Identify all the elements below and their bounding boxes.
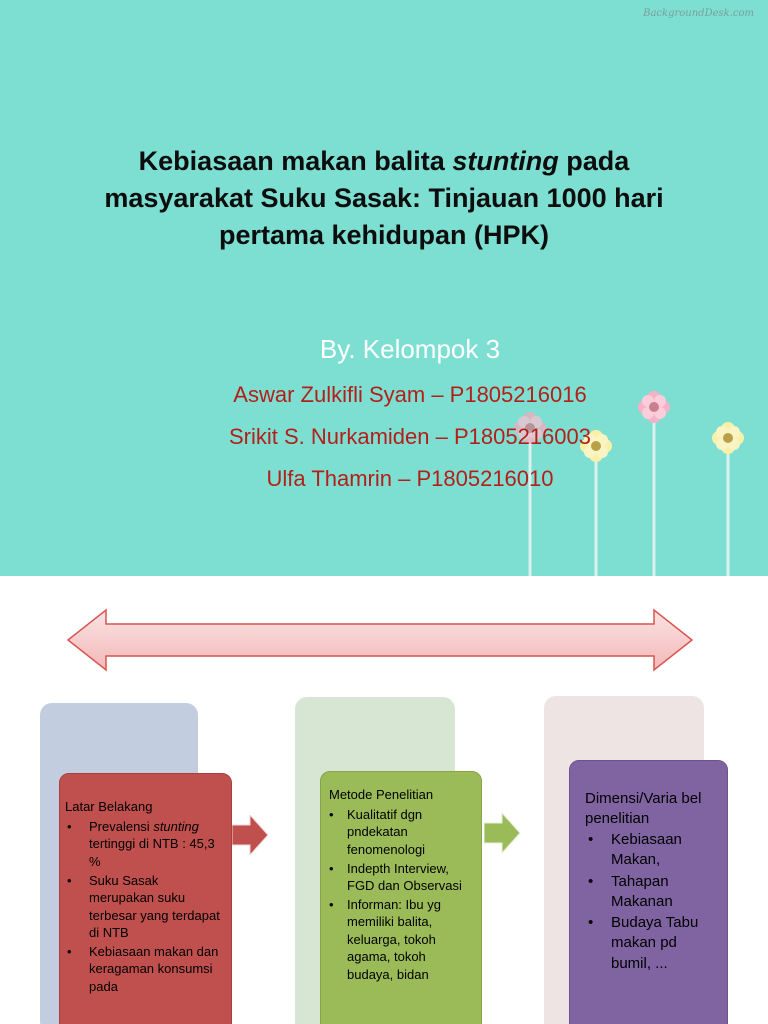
title-line1-italic: stunting <box>452 146 559 176</box>
card-heading: Metode Penelitian <box>329 787 434 802</box>
list-item: • Budaya Tabu makan pd bumil, ... <box>611 913 721 974</box>
list-item: • Kebiasaan Makan, <box>611 830 721 871</box>
bullet-text: tertinggi di NTB : 45,3 % <box>89 836 215 869</box>
bullet-list <box>585 830 721 974</box>
author-name: Aswar Zulkifli Syam – P1805216016 <box>233 382 587 407</box>
title-line1-post: pada <box>558 146 630 176</box>
card-dimensi-variabel <box>569 760 728 1024</box>
list-item: • Informan: Ibu yg memiliki balita, keluarga, tokoh agama, tokoh budaya, bidan <box>347 896 475 984</box>
list-item: • Suku Sasak merupakan suku terbesar yang terdapat di NTB <box>89 872 223 942</box>
diagram-slide <box>0 576 768 1024</box>
double-headed-arrow-icon <box>66 608 694 672</box>
watermark: BackgroundDesk.com <box>643 8 754 19</box>
title-line1-pre: Kebiasaan makan balita <box>138 146 453 176</box>
bullet-list <box>329 806 475 983</box>
list-item: • Indepth Interview, FGD dan Observasi <box>347 860 475 895</box>
byline: By. Kelompok 3 <box>319 334 501 364</box>
slide-title <box>40 143 728 254</box>
card-metode-penelitian <box>320 771 482 1024</box>
bullet-list <box>65 818 223 995</box>
title-line2: masyarakat Suku Sasak: Tinjauan 1000 hari <box>104 183 664 213</box>
author-name: Srikit S. Nurkamiden – P1805216003 <box>229 424 591 449</box>
author-name: Ulfa Thamrin – P1805216010 <box>266 466 554 491</box>
bullet-text: Prevalensi <box>89 818 154 834</box>
list-item <box>89 818 223 871</box>
right-arrow-icon <box>484 813 520 853</box>
card-latar-belakang <box>59 773 232 1024</box>
card-heading: Dimensi/Varia bel penelitian <box>585 790 702 827</box>
card-heading: Latar Belakang <box>65 799 153 814</box>
right-arrow-icon <box>232 815 268 855</box>
bullet-text-italic: stunting <box>153 818 199 834</box>
title-line3: pertama kehidupan (HPK) <box>218 220 550 250</box>
list-item: • Kebiasaan makan dan keragaman konsumsi pada <box>89 943 223 996</box>
list-item: • Tahapan Makanan <box>611 872 721 913</box>
list-item: • Kualitatif dgn pndekatan fenomenologi <box>347 806 475 859</box>
